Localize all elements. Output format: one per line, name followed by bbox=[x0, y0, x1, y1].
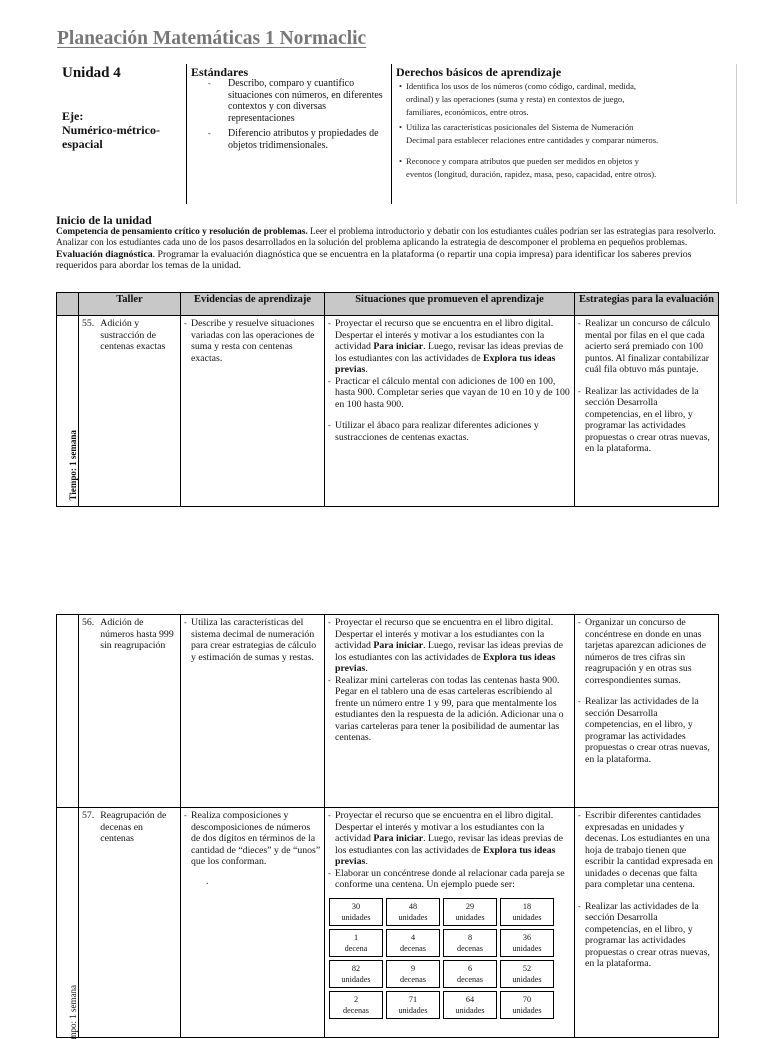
situation-text: . Luego, revisar las ideas previas de los estudiantes con las actividades de bbox=[335, 833, 563, 856]
strategy-item: - Realizar un concurso de cálculo mental por filas en el que cada acierto será premiado con 100 puntos. Al finalizar contabilizar cuál fila obtuvo más puntaje. bbox=[578, 318, 715, 376]
time-cell bbox=[57, 615, 79, 808]
evaluation-text: . Programar la evaluación diagnóstica que se encuentra en la plataforma (o repartir una copia impresa) para identificar los saberes previos requeridos para abordar los temas de la unidad. bbox=[56, 249, 692, 271]
workshop-title: Adición y sustracción de centenas exactas bbox=[100, 318, 177, 353]
strategies-cell bbox=[575, 808, 719, 1038]
header-workshop: Taller bbox=[79, 293, 181, 316]
table-row bbox=[57, 615, 719, 808]
situation-bold: Para iniciar bbox=[373, 640, 423, 651]
grid-card: 52 unidades bbox=[500, 960, 554, 988]
situation-text: . bbox=[365, 364, 367, 375]
competence-text: Leer el problema introductorio y debatir con los estudiantes cuáles podrían ser las estrategias para resolverlo. Analizar con los estudiantes cada uno de los pasos desarrollados en la solución del problema aplicando la estrategia de descomponer el problema en pequeños problemas. bbox=[56, 227, 716, 248]
table-row bbox=[57, 808, 719, 1038]
situation-item: - Utilizar el ábaco para realizar diferentes adiciones y sustracciones de centenas exactas. bbox=[328, 420, 571, 443]
evidence-item: - Realiza composiciones y descomposiciones de números de dos dígitos en términos de la cantidad de “dieces” y de “unos” que los conforman. bbox=[184, 810, 321, 868]
situation-text: . bbox=[365, 856, 367, 867]
time-label: mpo: 1 semana bbox=[68, 985, 80, 1039]
evaluation-paragraph bbox=[56, 249, 721, 271]
situation-item: - Practicar el cálculo mental con adiciones de 100 en 100, hasta 900. Completar series que vayan de 10 en 10 y de 100 en 100 hasta 900. bbox=[328, 376, 571, 411]
grid-card: 71 unidades bbox=[386, 991, 440, 1019]
workshop-number: 55. bbox=[82, 318, 94, 353]
situation-bold: Explora tus ideas previas bbox=[335, 845, 555, 868]
header-divider-2 bbox=[391, 64, 392, 204]
axis-block bbox=[62, 109, 182, 151]
workshop-cell bbox=[79, 615, 181, 808]
strategy-item: - Realizar las actividades de la sección Desarrolla competencias, en el libro, y programar las actividades propuestas o crear otras nuevas, en la plataforma. bbox=[578, 901, 715, 970]
situation-item: - Realizar mini carteleras con todas las centenas hasta 900. Pegar en el tablero una de esas carteleras escribiendo al frente un número entre 1 y 99, para que mentalmente los estudiantes den la respuesta de la adición. Adicionar una o varias carteleras para tener la posibilidad de aumentar las centenas. bbox=[328, 675, 571, 744]
grid-card: 64 unidades bbox=[443, 991, 497, 1019]
dba-heading: Derechos básicos de aprendizaje bbox=[396, 65, 561, 80]
competence-paragraph bbox=[56, 227, 721, 249]
workshop-number: 56. bbox=[82, 617, 94, 652]
header-blank bbox=[57, 293, 79, 316]
standard-item: - Describo, comparo y cuantifico situaciones con números, en diferentes contextos y con diversas representaciones bbox=[208, 78, 388, 124]
unit-label: Unidad 4 bbox=[62, 65, 121, 82]
strategy-item: - Escribir diferentes cantidades expresadas en unidades y decenas. Los estudiantes en una hoja de trabajo tienen que escribir la cantidad expresada en unidades o decenas que falta para completar una centena. bbox=[578, 810, 715, 891]
evidence-dot: . bbox=[206, 876, 321, 888]
standards-heading: Estándares bbox=[191, 65, 248, 80]
situations-cell bbox=[325, 316, 575, 507]
grid-card: 6 decenas bbox=[443, 960, 497, 988]
workshop-cell bbox=[79, 808, 181, 1038]
situation-text: . Luego, revisar las ideas previas de los estudiantes con las actividades de bbox=[335, 341, 563, 364]
evidence-cell bbox=[181, 316, 325, 507]
situation-item: - Elaborar un concéntrese donde al relacionar cada pareja se conforme una centena. Un ejemplo puede ser: bbox=[328, 868, 571, 891]
workshop-title: Adición de números hasta 999 sin reagrupación bbox=[100, 617, 177, 652]
competence-label: Competencia de pensamiento crítico y resolución de problemas. bbox=[56, 227, 308, 237]
standards-list bbox=[208, 78, 388, 155]
standard-item: - Diferencio atributos y propiedades de objetos tridimensionales. bbox=[208, 128, 388, 151]
grid-card: 1 decena bbox=[329, 929, 383, 957]
situation-bold: Para iniciar bbox=[373, 833, 423, 844]
situations-cell bbox=[325, 615, 575, 808]
header-divider-1 bbox=[186, 64, 187, 204]
evidence-cell bbox=[181, 615, 325, 808]
grid-card: 29 unidades bbox=[443, 898, 497, 926]
grid-card: 48 unidades bbox=[386, 898, 440, 926]
grid-card: 4 decenas bbox=[386, 929, 440, 957]
time-label: Tiempo: 1 semana bbox=[68, 430, 80, 500]
strategies-cell bbox=[575, 615, 719, 808]
axis-label: Eje: bbox=[62, 109, 182, 123]
concentrese-grid bbox=[326, 895, 557, 1022]
table-header-row bbox=[57, 293, 719, 316]
situation-text: . bbox=[365, 663, 367, 674]
plan-table-1 bbox=[56, 292, 719, 507]
workshop-number: 57. bbox=[82, 810, 94, 845]
strategy-item: - Organizar un concurso de concéntrese en donde en unas tarjetas aparezcan adiciones de números de tres cifras sin reagrupación y en otras sus correspondientes sumas. bbox=[578, 617, 715, 686]
grid-card: 18 unidades bbox=[500, 898, 554, 926]
workshop-title: Reagrupación de decenas en centenas bbox=[100, 810, 177, 845]
axis-value: Numérico-métrico-espacial bbox=[62, 123, 182, 151]
grid-card: 36 unidades bbox=[500, 929, 554, 957]
situation-bold: Explora tus ideas previas bbox=[335, 353, 555, 376]
grid-card: 2 decenas bbox=[329, 991, 383, 1019]
situation-item bbox=[328, 810, 571, 868]
situations-cell bbox=[325, 808, 575, 1038]
situation-text: . Luego, revisar las ideas previas de los estudiantes con las actividades de bbox=[335, 640, 563, 663]
time-cell bbox=[57, 808, 79, 1038]
grid-card: 9 decenas bbox=[386, 960, 440, 988]
dba-item: • Utiliza las características posicionales del Sistema de Numeración Decimal para establecer relaciones entre cantidades y comparar números. bbox=[399, 121, 661, 147]
header-divider-right bbox=[736, 64, 737, 204]
grid-card: 82 unidades bbox=[329, 960, 383, 988]
grid-card: 70 unidades bbox=[500, 991, 554, 1019]
workshop-cell bbox=[79, 316, 181, 507]
situation-text: Proyectar el recurso que se encuentra en el libro digital. Despertar el interés y motivar a los estudiantes con la actividad bbox=[335, 810, 553, 844]
dba-item: • Reconoce y compara atributos que pueden ser medidos en objetos y eventos (longitud, duración, rapidez, masa, peso, capacidad, entre otros). bbox=[399, 155, 661, 181]
document-title: Planeación Matemáticas 1 Normaclic bbox=[57, 28, 366, 50]
situation-bold: Explora tus ideas previas bbox=[335, 652, 555, 675]
header-strategies: Estrategias para la evaluación bbox=[575, 293, 719, 316]
header-evidence: Evidencias de aprendizaje bbox=[181, 293, 325, 316]
strategy-item: - Realizar las actividades de la sección Desarrolla competencias, en el libro, y programar las actividades propuestas o crear otras nuevas, en la plataforma. bbox=[578, 696, 715, 765]
header-situations: Situaciones que promueven el aprendizaje bbox=[325, 293, 575, 316]
grid-card: 30 unidades bbox=[329, 898, 383, 926]
situation-text: Proyectar el recurso que se encuentra en el libro digital. Despertar el interés y motivar a los estudiantes con la actividad bbox=[335, 318, 553, 352]
evaluation-label: Evaluación diagnóstica bbox=[56, 249, 153, 260]
situation-text: Proyectar el recurso que se encuentra en el libro digital. Despertar el interés y motivar a los estudiantes con la actividad bbox=[335, 617, 553, 651]
situation-bold: Para iniciar bbox=[373, 341, 423, 352]
evidence-cell bbox=[181, 808, 325, 1038]
dba-list bbox=[399, 80, 661, 183]
time-cell bbox=[57, 316, 79, 507]
unit-start-text bbox=[56, 227, 721, 271]
evidence-item: - Describe y resuelve situaciones variadas con las operaciones de suma y resta con centenas exactas. bbox=[184, 318, 321, 364]
strategies-cell bbox=[575, 316, 719, 507]
situation-item bbox=[328, 617, 571, 675]
plan-table-2 bbox=[56, 614, 719, 1038]
table-row bbox=[57, 316, 719, 507]
situation-item bbox=[328, 318, 571, 376]
dba-item: • Identifica los usos de los números (como código, cardinal, medida, ordinal) y las operaciones (suma y resta) en contextos de juego, familiares, económicos, entre otros. bbox=[399, 80, 661, 119]
grid-card: 8 decenas bbox=[443, 929, 497, 957]
unit-start-heading: Inicio de la unidad bbox=[56, 213, 152, 228]
evidence-item: - Utiliza las características del sistema decimal de numeración para crear estrategias de cálculo y estimación de sumas y restas. bbox=[184, 617, 321, 663]
strategy-item: - Realizar las actividades de la sección Desarrolla competencias, en el libro, y programar las actividades propuestas o crear otras nuevas, en la plataforma. bbox=[578, 386, 715, 455]
